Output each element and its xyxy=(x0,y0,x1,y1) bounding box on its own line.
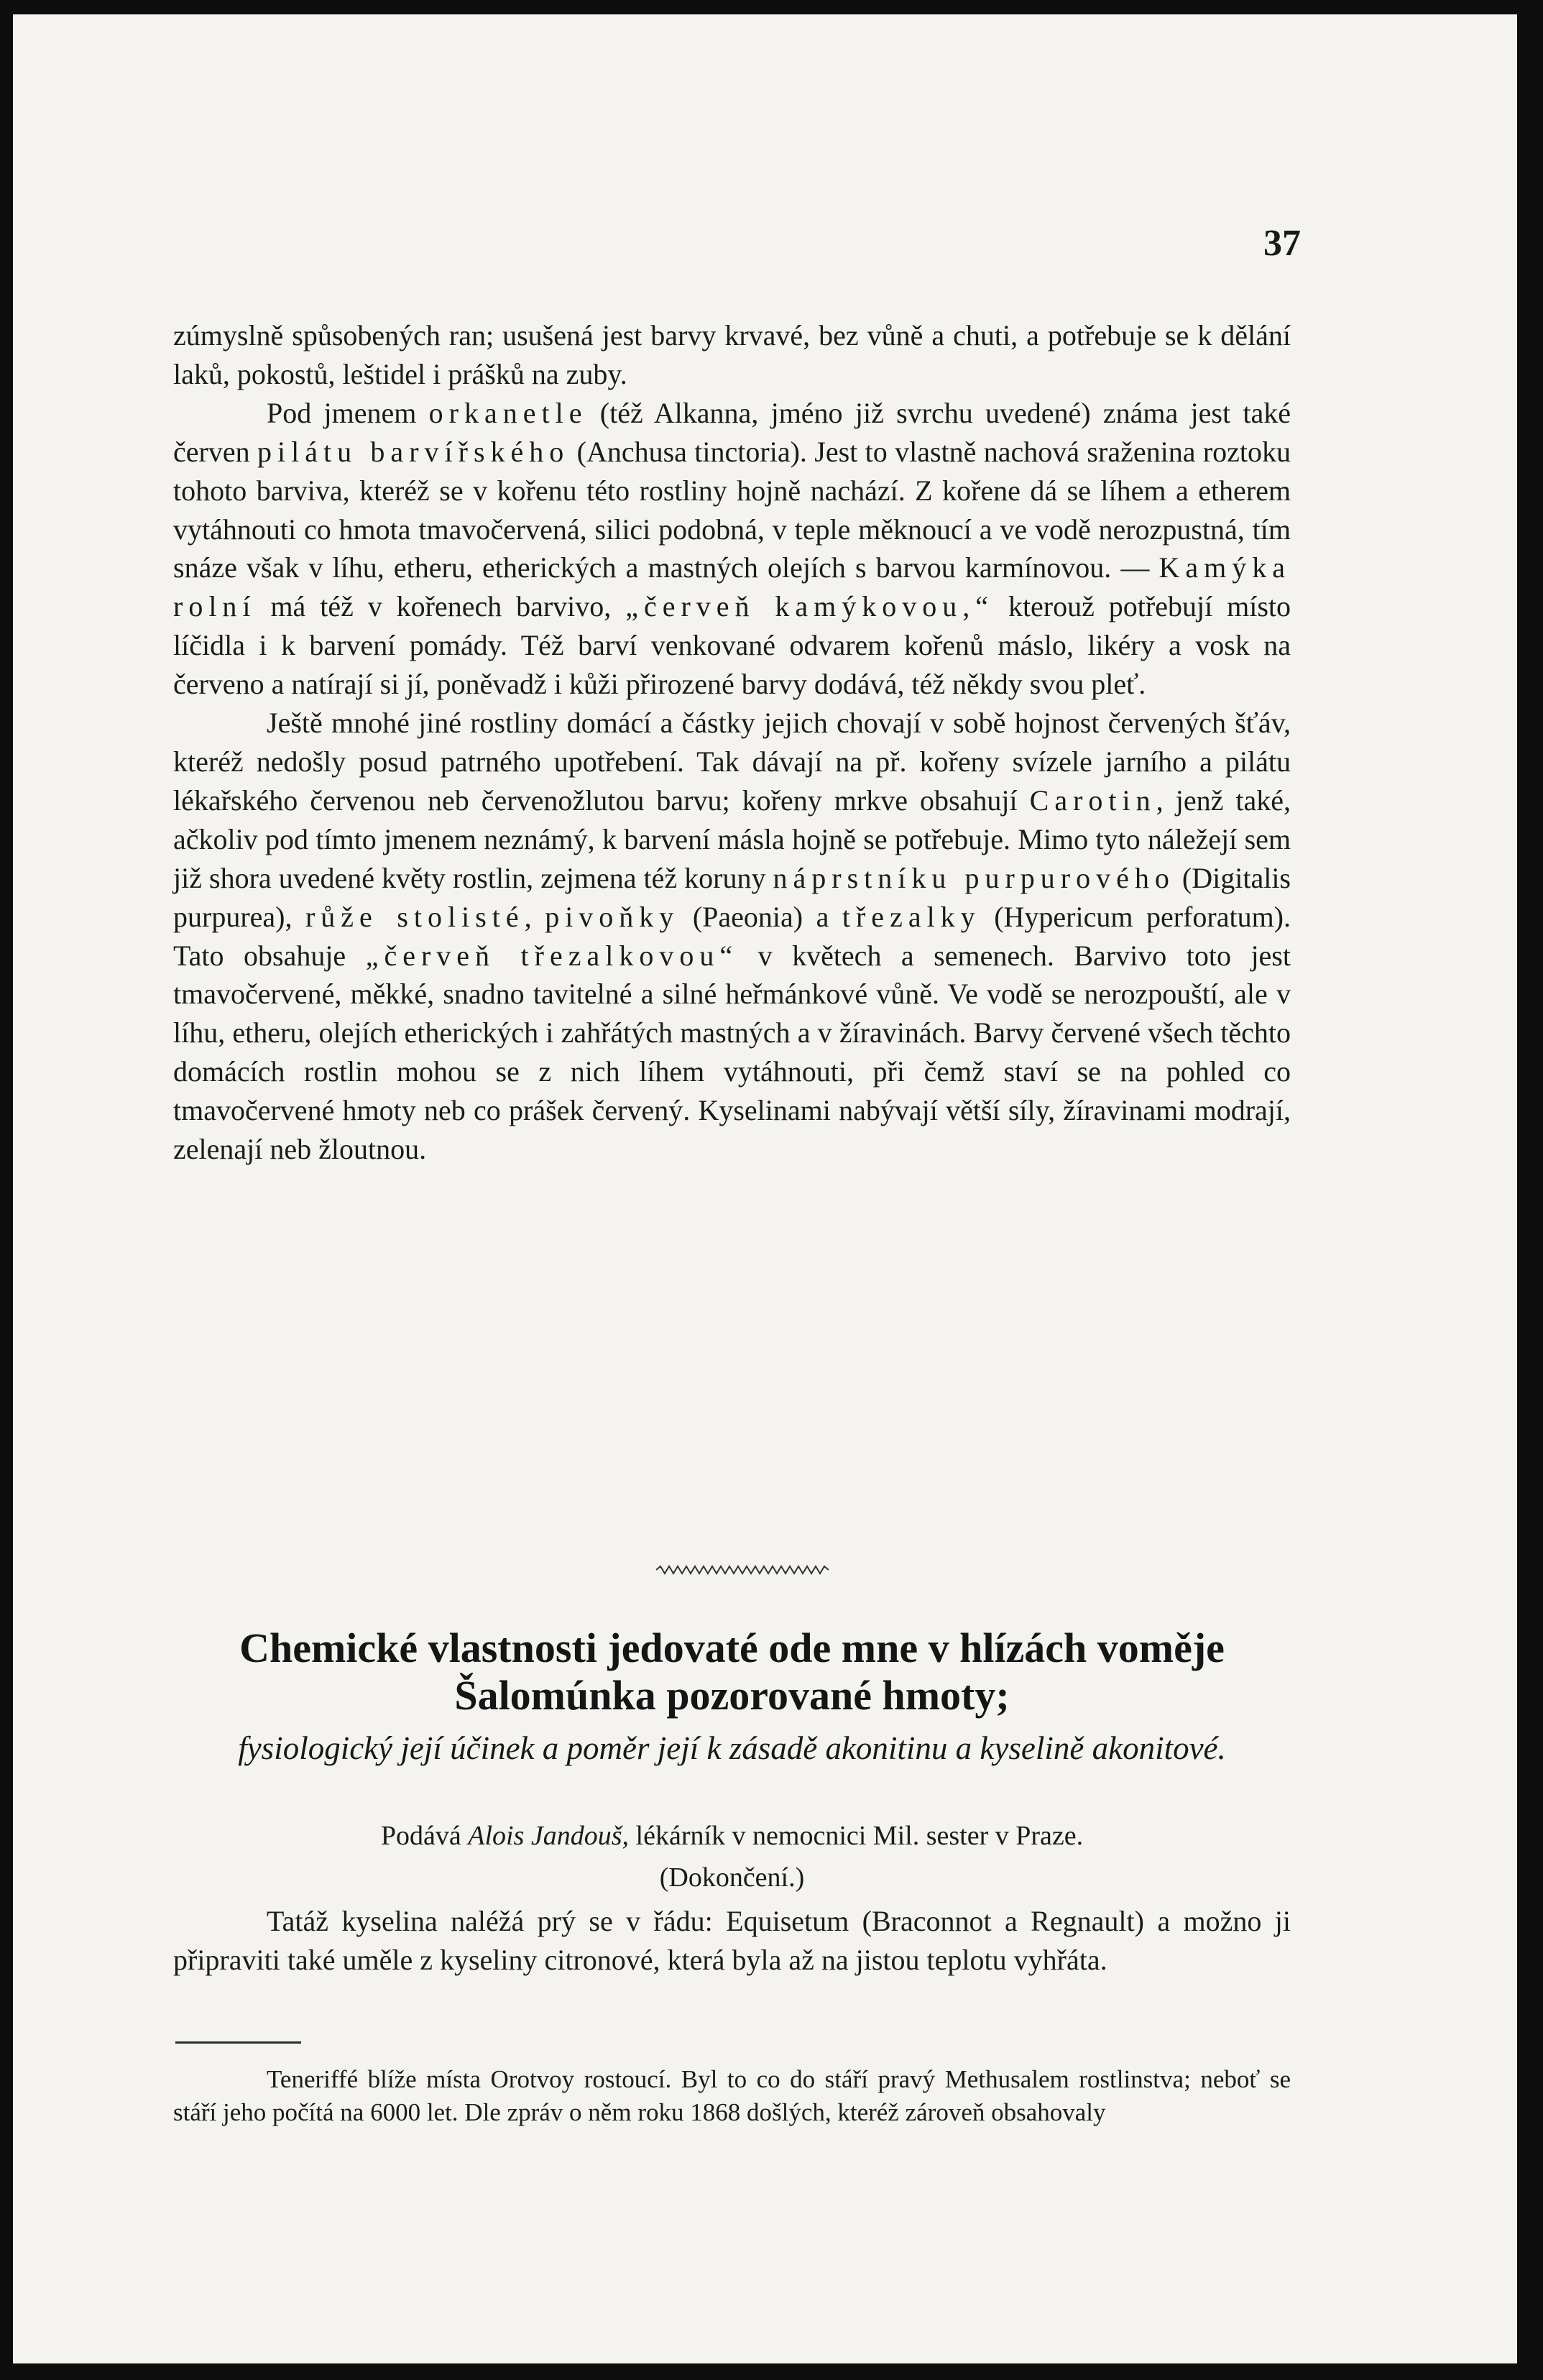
spaced-term-cerven-kamykova: „červeň kamýkovou,“ xyxy=(625,590,995,623)
text-run: (Paeonia) a xyxy=(679,900,842,933)
byline-suffix: lékárník v nemocnici Mil. sester v Praze. xyxy=(629,1821,1084,1851)
book-page xyxy=(13,14,1517,2363)
spaced-term-pivonky: pivoňky xyxy=(545,900,680,933)
article-paragraph: Tatáž kyselina naléžá prý se v řádu: Equisetum (Braconnot a Regnault) a možno ji připraviti také uměle z kyseliny citronové, která byla až na jistou teplotu vyhřáta. xyxy=(173,1905,1291,1976)
footnote xyxy=(173,2063,1291,2129)
author-name: Alois Jandouš, xyxy=(468,1821,630,1851)
text-run: Pod jmenem xyxy=(267,396,429,429)
footnote-divider xyxy=(175,2041,301,2044)
spaced-term-kamyka: Kamýka rolní xyxy=(173,551,1291,623)
spaced-term-orkanetle: orkanetle xyxy=(428,396,588,429)
text-run: (Anchusa tinctoria). Jest to vlastně nachová sraženina roztoku tohoto barviva, kteréž se v kořenu této rostliny hojně nachází. Z kořene dá se líhem a etherem vytáhnouti co hmota tmavočervená, silici podobná, v teple měknoucí a ve vodě nerozpustná, tím snáze však v líhu, etheru, etherických a mastných olejích s barvou karmínovou. — xyxy=(173,435,1291,584)
text-run: má též v kořenech barvivo, xyxy=(256,590,626,623)
text-run: kterouž potřebují místo líčidla i k barvení pomády. Též barví venkované odvarem kořenů máslo, likéry a vosk na červeno a natírají si jí, poněvadž i kůži přirozené barvy dodává, též někdy svou pleť. xyxy=(173,590,1291,701)
spaced-term-pilatu: pilátu barvířského xyxy=(257,435,570,468)
continued-note: (Dokončení.) xyxy=(659,1862,805,1893)
main-body-text xyxy=(173,316,1291,1169)
spaced-term-ruze: růže stolisté xyxy=(305,900,525,933)
text-run: , jenž také, ačkoliv pod tímto jmenem neznámý, k barvení másla hojně se potřebuje. Mimo tyto náležejí sem již shora uvedené květy rostlin, zejmena též koruny xyxy=(173,784,1291,894)
spaced-term-carotin: Carotin xyxy=(1029,784,1156,817)
text-run: (též Alkanna, jméno již svrchu uvedené) známa jest také červen xyxy=(173,396,1291,468)
text-run: (Digitalis purpurea), xyxy=(173,861,1291,933)
text-run: v květech a semenech. Barvivo toto jest tmavočervené, měkké, snadno tavitelné a silné heřmánkové vůně. Ve vodě se nerozpouští, ale v líhu, etheru, olejích etherických i zahřátých mastných a v žíravinách. Barvy červené všech těchto domácích rostlin mohou se z nich líhem vytáhnouti, při čemž staví se na pohled co tmavočervené hmoty neb co prášek červený. Kyselinami nabývají větší síly, žíravinami modrají, zelenají neb žloutnou. xyxy=(173,939,1291,1166)
byline-prefix: Podává xyxy=(380,1821,469,1851)
spaced-term-cerven-trezalkova: „červeň třezalkovou“ xyxy=(365,939,739,972)
article-subtitle: fysiologický její účinek a poměr její k zásadě akonitinu a kyselině akonitové. xyxy=(238,1730,1226,1766)
spaced-term-trezalky: třezalky xyxy=(842,900,981,933)
paragraph-2 xyxy=(173,394,1291,704)
section-divider-ornament xyxy=(656,1564,829,1576)
spaced-term-naprstniku: náprstníku purpurového xyxy=(773,861,1175,894)
text-run: Ještě mnohé jiné rostliny domácí a částky jejich chovají v sobě hojnost červených šťáv, kteréž nedošly posud patrného upotřebení. Tak dávají na př. kořeny svízele jarního a pilátu lékařského červenou neb červenožlutou barvu; kořeny mrkve obsahují xyxy=(173,707,1291,817)
article-byline xyxy=(173,1819,1291,1853)
text-run: , xyxy=(524,900,545,933)
article-body xyxy=(173,1902,1291,1980)
paragraph-1 xyxy=(173,316,1291,394)
footnote-text: Teneriffé blíže místa Orotvoy rostoucí. Byl to co do stáří pravý Methusalem rostlinstva; neboť se stáří jeho počítá na 6000 let. Dle zpráv o něm roku 1868 došlých, kteréž zároveň obsahovaly xyxy=(173,2065,1291,2126)
paragraph-3 xyxy=(173,704,1291,1169)
page-number: 37 xyxy=(1263,223,1301,264)
article-title: Chemické vlastnosti jedovaté ode mne v hlízách voměje Šalomúnka pozorované hmoty; xyxy=(239,1625,1225,1719)
paragraph-1-text: zúmyslně spůsobených ran; usušená jest barvy krvavé, bez vůně a chuti, a potřebuje se k dělání laků, pokostů, leštidel i prášků na zuby. xyxy=(173,319,1291,390)
text-run: (Hypericum perforatum). Tato obsahuje xyxy=(173,900,1291,972)
